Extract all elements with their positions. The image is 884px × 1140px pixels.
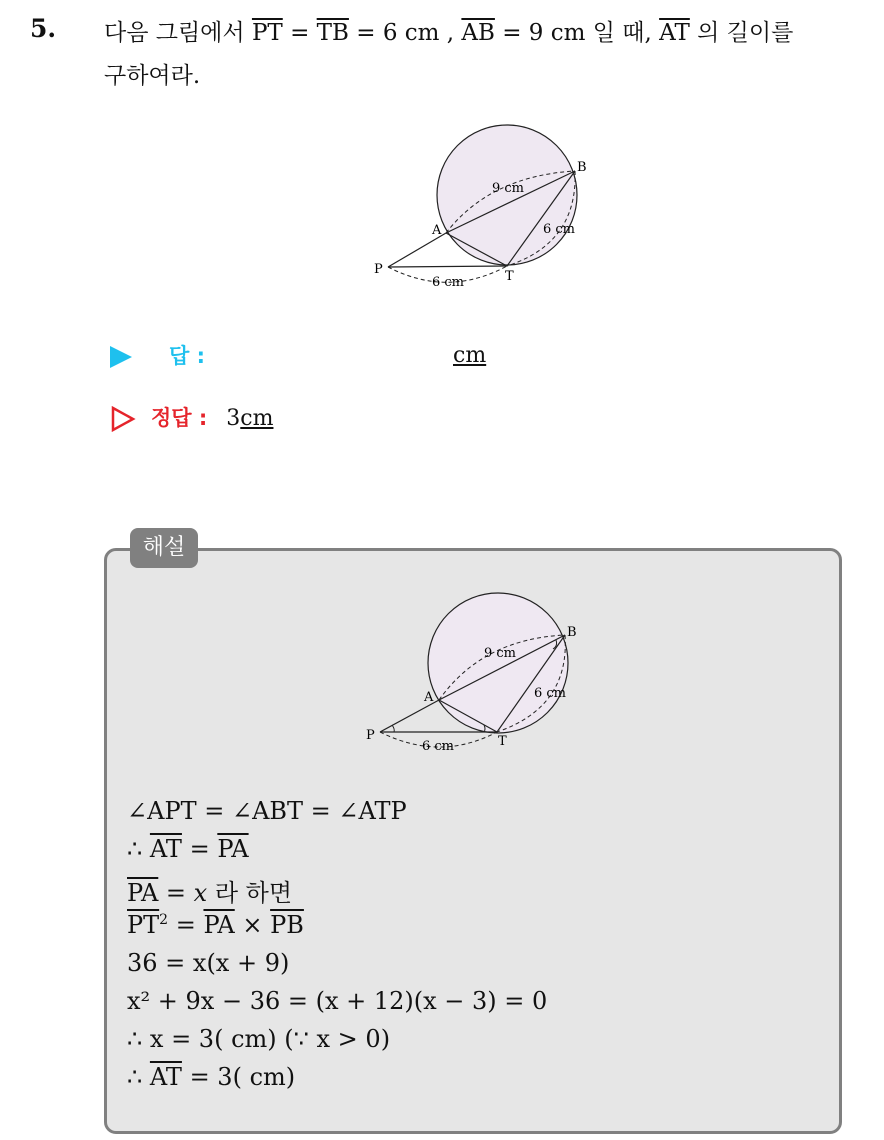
explanation-tag: 해설 [130, 528, 198, 568]
segment-at: $\overline{AT}$ [659, 20, 690, 46]
therefore-symbol: ∴ [127, 1063, 150, 1091]
explanation-figure [360, 584, 590, 760]
question-line-2: 구하여라. [104, 63, 201, 89]
question-text: 의 길이를 [689, 20, 794, 46]
length-ab: 9 cm [484, 646, 517, 661]
answer-row [110, 340, 205, 370]
explanation-line-7: ∴ x = 3( cm) (∵ x > 0) [127, 1025, 391, 1053]
times-sign: × [234, 911, 271, 939]
play-icon [110, 346, 132, 368]
play-outline-icon [110, 406, 136, 432]
length-pt: 6 cm [422, 739, 455, 754]
label-t: T [498, 734, 507, 749]
angle-mark-p [392, 725, 394, 732]
question-text: 다음 그림에서 [104, 20, 252, 46]
segment-pa: $\overline{PA}$ [127, 879, 159, 907]
length-tb: 6 cm [543, 222, 576, 237]
label-p: P [366, 728, 375, 743]
variable-x: x [193, 879, 208, 907]
label-t: T [505, 269, 514, 284]
result-text: = 3( cm) [181, 1063, 296, 1091]
segment-at: $\overline{AT}$ [149, 835, 182, 863]
length-pt: 6 cm [432, 275, 465, 290]
segment-pt: $\overline{PT}$ [251, 20, 283, 46]
segment-pa: $\overline{PA}$ [217, 835, 249, 863]
label-a: A [432, 223, 442, 238]
line-pt [388, 266, 507, 267]
label-p: P [374, 262, 383, 277]
explanation-text: 라 하면 [207, 879, 293, 907]
equals-sign: = [158, 879, 194, 907]
question-figure [370, 118, 590, 294]
explanation-line-1: ∠APT = ∠ABT = ∠ATP [127, 797, 407, 825]
segment-pb: $\overline{PB}$ [270, 911, 304, 939]
label-a: A [424, 690, 434, 705]
correct-unit: cm [240, 406, 274, 431]
explanation-line-5: 36 = x(x + 9) [127, 949, 290, 977]
question-text: = 9 cm 일 때, [494, 20, 660, 46]
explanation-line-2 [127, 835, 249, 863]
length-ab: 9 cm [492, 181, 525, 196]
question-line-1 [104, 14, 793, 47]
segment-ab: $\overline{AB}$ [461, 20, 495, 46]
explanation-line-4 [127, 911, 304, 939]
question-number: 5. [30, 14, 57, 43]
correct-label: 정답 : [151, 406, 208, 430]
explanation-line-6: x² + 9x − 36 = (x + 12)(x − 3) = 0 [127, 987, 548, 1015]
explanation-line-3 [127, 873, 292, 908]
circle [428, 593, 568, 733]
equals-sign: = [181, 835, 218, 863]
explanation-line-8 [127, 1063, 295, 1091]
question-text: = 6 cm , [348, 20, 462, 46]
correct-value: 3 [226, 406, 241, 431]
label-b: B [577, 160, 587, 175]
segment-pa: $\overline{PA}$ [203, 911, 235, 939]
answer-unit[interactable]: cm [453, 343, 487, 368]
correct-row [110, 402, 273, 432]
label-b: B [567, 625, 577, 640]
segment-pt: $\overline{PT}$ [127, 911, 160, 939]
equals-sign: = [168, 911, 204, 939]
segment-at: $\overline{AT}$ [149, 1063, 182, 1091]
therefore-symbol: ∴ [127, 835, 150, 863]
line-pa [388, 233, 446, 267]
length-tb: 6 cm [534, 686, 567, 701]
question-text: = [282, 20, 317, 46]
segment-tb: $\overline{TB}$ [316, 20, 349, 46]
answer-label: 답 : [169, 344, 205, 368]
exponent: 2 [159, 912, 169, 928]
